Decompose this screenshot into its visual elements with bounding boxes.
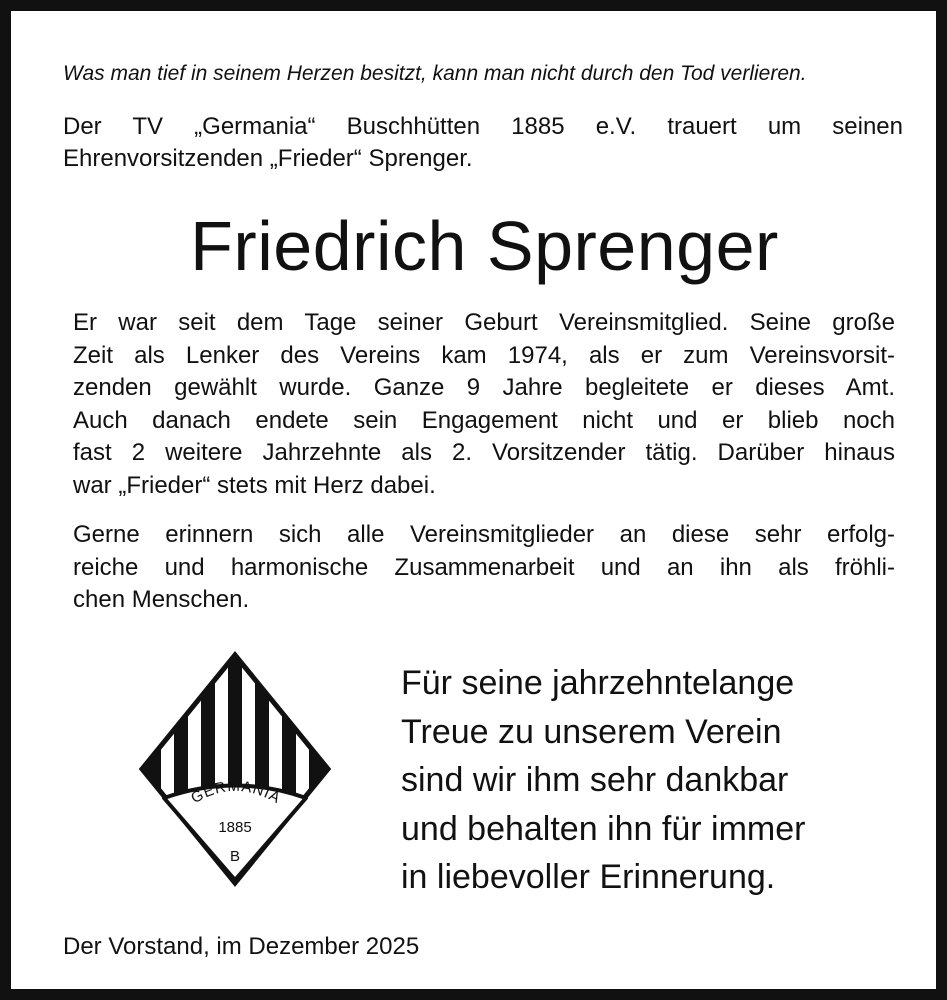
thanks-text	[401, 659, 921, 902]
thanks-line: Für seine jahrzehntelange	[401, 664, 795, 702]
logo-name: GERMANIA	[188, 777, 284, 808]
paragraph-line: zenden gewählt wurde. Ganze 9 Jahre begleitete er dieses Amt.	[73, 374, 895, 401]
paragraph-line: war „Frieder“ stets mit Herz dabei.	[73, 471, 436, 499]
logo-year: 1885	[218, 819, 252, 836]
paragraph-line: reiche und harmonische Zusammenarbeit und an ihn als fröhli-	[73, 553, 895, 581]
club-logo	[138, 651, 332, 887]
intro-line: Der TV „Germania“ Buschhütten 1885 e.V. trauert um seinen	[63, 113, 903, 140]
logo-letter: B	[229, 848, 241, 865]
memory-paragraph	[73, 519, 895, 617]
intro-line: Ehrenvorsitzenden „Frieder“ Sprenger.	[63, 145, 473, 172]
paragraph-line: Auch danach endete sein Engagement nicht und er blieb noch	[73, 406, 895, 434]
paragraph-line: fast 2 weitere Jahrzehnte als 2. Vorsitzender tätig. Darüber hinaus	[73, 439, 895, 466]
intro-text	[63, 111, 903, 175]
thanks-line: und behalten ihn für immer	[401, 809, 806, 848]
thanks-line: Treue zu unserem Verein	[401, 712, 782, 751]
paragraph-line: Er war seit dem Tage seiner Geburt Vereinsmitglied. Seine große	[73, 309, 895, 336]
paragraph-line: chen Menschen.	[73, 586, 250, 613]
deceased-name: Friedrich Sprenger	[190, 207, 779, 285]
signature: Der Vorstand, im Dezember 2025	[63, 933, 420, 960]
paragraph-line: Gerne erinnern sich alle Vereinsmitglieder an diese sehr erfolg-	[73, 521, 895, 548]
thanks-line: sind wir ihm sehr dankbar	[401, 761, 789, 799]
quote: Was man tief in seinem Herzen besitzt, kann man nicht durch den Tod verlieren.	[63, 62, 807, 85]
biography-paragraph	[73, 307, 895, 502]
paragraph-line: Zeit als Lenker des Vereins kam 1974, als er zum Vereinsvorsit-	[73, 341, 895, 369]
thanks-line: in liebevoller Erinnerung.	[401, 858, 776, 896]
